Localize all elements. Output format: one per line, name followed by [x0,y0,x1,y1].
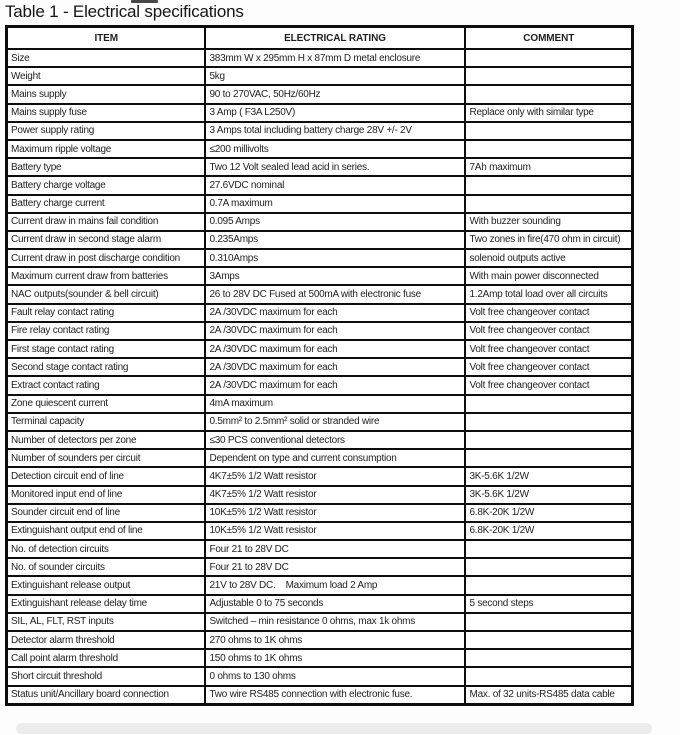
item-cell: Extinguishant release delay time [7,595,205,613]
item-cell: Maximum current draw from batteries [7,267,205,285]
table-row [7,176,633,194]
table-row [7,595,633,613]
comment-cell [465,667,633,685]
item-cell: Zone quiescent current [7,395,205,413]
rating-cell: 2A /30VDC maximum for each [205,322,465,340]
comment-cell: Volt free changeover contact [465,322,633,340]
table-row [7,504,633,522]
table-body [7,49,633,705]
table-row [7,649,633,667]
comment-cell [465,195,633,213]
comment-cell: 6.8K-20K 1/2W [465,504,633,522]
rating-cell: 3 Amps total including battery charge 28V +/- 2V [205,122,465,140]
item-cell: SIL, AL, FLT, RST inputs [7,613,205,631]
item-cell: Number of detectors per zone [7,431,205,449]
comment-cell [465,67,633,85]
table-row [7,395,633,413]
rating-cell: Four 21 to 28V DC [205,540,465,558]
comment-cell: Volt free changeover contact [465,340,633,358]
item-cell: Mains supply [7,85,205,103]
column-header-comment: COMMENT [465,27,633,50]
item-cell: NAC outputs(sounder & bell circuit) [7,285,205,303]
table-row [7,413,633,431]
item-cell: Weight [7,67,205,85]
table-header-row [7,27,633,50]
rating-cell: Two 12 Volt sealed lead acid in series. [205,158,465,176]
item-cell: Short circuit threshold [7,667,205,685]
rating-cell: Four 21 to 28V DC [205,558,465,576]
comment-cell: Max. of 32 units-RS485 data cable [465,686,633,705]
table-row [7,195,633,213]
table-row [7,231,633,249]
rating-cell: 0.7A maximum [205,195,465,213]
rating-cell: 0.5mm² to 2.5mm² solid or stranded wire [205,413,465,431]
item-cell: Current draw in post discharge condition [7,249,205,267]
comment-cell [465,558,633,576]
rating-cell: 3Amps [205,267,465,285]
rating-cell: Switched – min resistance 0 ohms, max 1k ohms [205,613,465,631]
rating-cell: 2A /30VDC maximum for each [205,358,465,376]
rating-cell: 270 ohms to 1K ohms [205,631,465,649]
comment-cell [465,576,633,594]
table-row [7,285,633,303]
item-cell: Extract contact rating [7,376,205,394]
rating-cell: 0.310Amps [205,249,465,267]
item-cell: First stage contact rating [7,340,205,358]
table-row [7,631,633,649]
comment-cell [465,176,633,194]
rating-cell: 2A /30VDC maximum for each [205,340,465,358]
comment-cell [465,613,633,631]
comment-cell: Volt free changeover contact [465,304,633,322]
rating-cell: 4K7±5% 1/2 Watt resistor [205,486,465,504]
rating-cell: 26 to 28V DC Fused at 500mA with electronic fuse [205,285,465,303]
rating-cell: 0 ohms to 130 ohms [205,667,465,685]
rating-cell: 0.095 Amps [205,213,465,231]
table-row [7,486,633,504]
item-cell: Second stage contact rating [7,358,205,376]
rating-cell: 3 Amp ( F3A L250V) [205,104,465,122]
table-row [7,431,633,449]
table-row [7,449,633,467]
table-row [7,576,633,594]
comment-cell [465,122,633,140]
comment-cell: Volt free changeover contact [465,358,633,376]
table-row [7,540,633,558]
table-row [7,67,633,85]
item-cell: Maximum ripple voltage [7,140,205,158]
comment-cell: With main power disconnected [465,267,633,285]
comment-cell: With buzzer sounding [465,213,633,231]
item-cell: Fire relay contact rating [7,322,205,340]
table-row [7,140,633,158]
table-row [7,522,633,540]
rating-cell: 21V to 28V DC. Maximum load 2 Amp [205,576,465,594]
comment-cell: Two zones in fire(470 ohm in circuit) [465,231,633,249]
item-cell: Power supply rating [7,122,205,140]
table-row [7,104,633,122]
item-cell: Battery type [7,158,205,176]
comment-cell [465,631,633,649]
table-row [7,358,633,376]
table-row [7,49,633,67]
comment-cell [465,413,633,431]
comment-cell: 6.8K-20K 1/2W [465,522,633,540]
item-cell: Battery charge voltage [7,176,205,194]
comment-cell [465,649,633,667]
rating-cell: Adjustable 0 to 75 seconds [205,595,465,613]
table-row [7,158,633,176]
rating-cell: ≤200 millivolts [205,140,465,158]
table-row [7,213,633,231]
table-row [7,376,633,394]
table-row [7,322,633,340]
table-row [7,304,633,322]
rating-cell: 27.6VDC nominal [205,176,465,194]
rating-cell: 150 ohms to 1K ohms [205,649,465,667]
comment-cell [465,85,633,103]
comment-cell [465,449,633,467]
rating-cell: 383mm W x 295mm H x 87mm D metal enclosure [205,49,465,67]
table-row [7,613,633,631]
rating-cell: ≤30 PCS conventional detectors [205,431,465,449]
table-row [7,267,633,285]
comment-cell [465,540,633,558]
rating-cell: 90 to 270VAC, 50Hz/60Hz [205,85,465,103]
rating-cell: 4mA maximum [205,395,465,413]
comment-cell: 5 second steps [465,595,633,613]
column-header-electrical-rating: ELECTRICAL RATING [205,27,465,50]
rating-cell: 4K7±5% 1/2 Watt resistor [205,467,465,485]
comment-cell: Volt free changeover contact [465,376,633,394]
scan-smudge [16,723,652,734]
item-cell: Current draw in mains fail condition [7,213,205,231]
table-row [7,686,633,705]
comment-cell [465,395,633,413]
table-row [7,249,633,267]
table-row [7,85,633,103]
comment-cell: 3K-5.6K 1/2W [465,486,633,504]
comment-cell [465,140,633,158]
item-cell: Call point alarm threshold [7,649,205,667]
item-cell: Fault relay contact rating [7,304,205,322]
item-cell: Size [7,49,205,67]
item-cell: Monitored input end of line [7,486,205,504]
electrical-specifications-table [5,25,634,706]
item-cell: Battery charge current [7,195,205,213]
column-header-item: ITEM [7,27,205,50]
comment-cell: 7Ah maximum [465,158,633,176]
rating-cell: Dependent on type and current consumption [205,449,465,467]
table-row [7,467,633,485]
comment-cell: Replace only with similar type [465,104,633,122]
rating-cell: 0.235Amps [205,231,465,249]
item-cell: Number of sounders per circuit [7,449,205,467]
rating-cell: 10K±5% 1/2 Watt resistor [205,522,465,540]
table-row [7,667,633,685]
item-cell: Sounder circuit end of line [7,504,205,522]
comment-cell: solenoid outputs active [465,249,633,267]
item-cell: No. of sounder circuits [7,558,205,576]
item-cell: Current draw in second stage alarm [7,231,205,249]
table-row [7,340,633,358]
item-cell: No. of detection circuits [7,540,205,558]
table-row [7,558,633,576]
rating-cell: 10K±5% 1/2 Watt resistor [205,504,465,522]
item-cell: Extinguishant release output [7,576,205,594]
rating-cell: Two wire RS485 connection with electronic fuse. [205,686,465,705]
rating-cell: 2A /30VDC maximum for each [205,376,465,394]
item-cell: Extinguishant output end of line [7,522,205,540]
item-cell: Status unit/Ancillary board connection [7,686,205,705]
comment-cell [465,49,633,67]
comment-cell: 1.2Amp total load over all circuits [465,285,633,303]
table-row [7,122,633,140]
rating-cell: 5kg [205,67,465,85]
item-cell: Mains supply fuse [7,104,205,122]
comment-cell: 3K-5.6K 1/2W [465,467,633,485]
item-cell: Detection circuit end of line [7,467,205,485]
comment-cell [465,431,633,449]
page-title: Table 1 - Electrical specifications [5,2,244,21]
item-cell: Detector alarm threshold [7,631,205,649]
rating-cell: 2A /30VDC maximum for each [205,304,465,322]
item-cell: Terminal capacity [7,413,205,431]
